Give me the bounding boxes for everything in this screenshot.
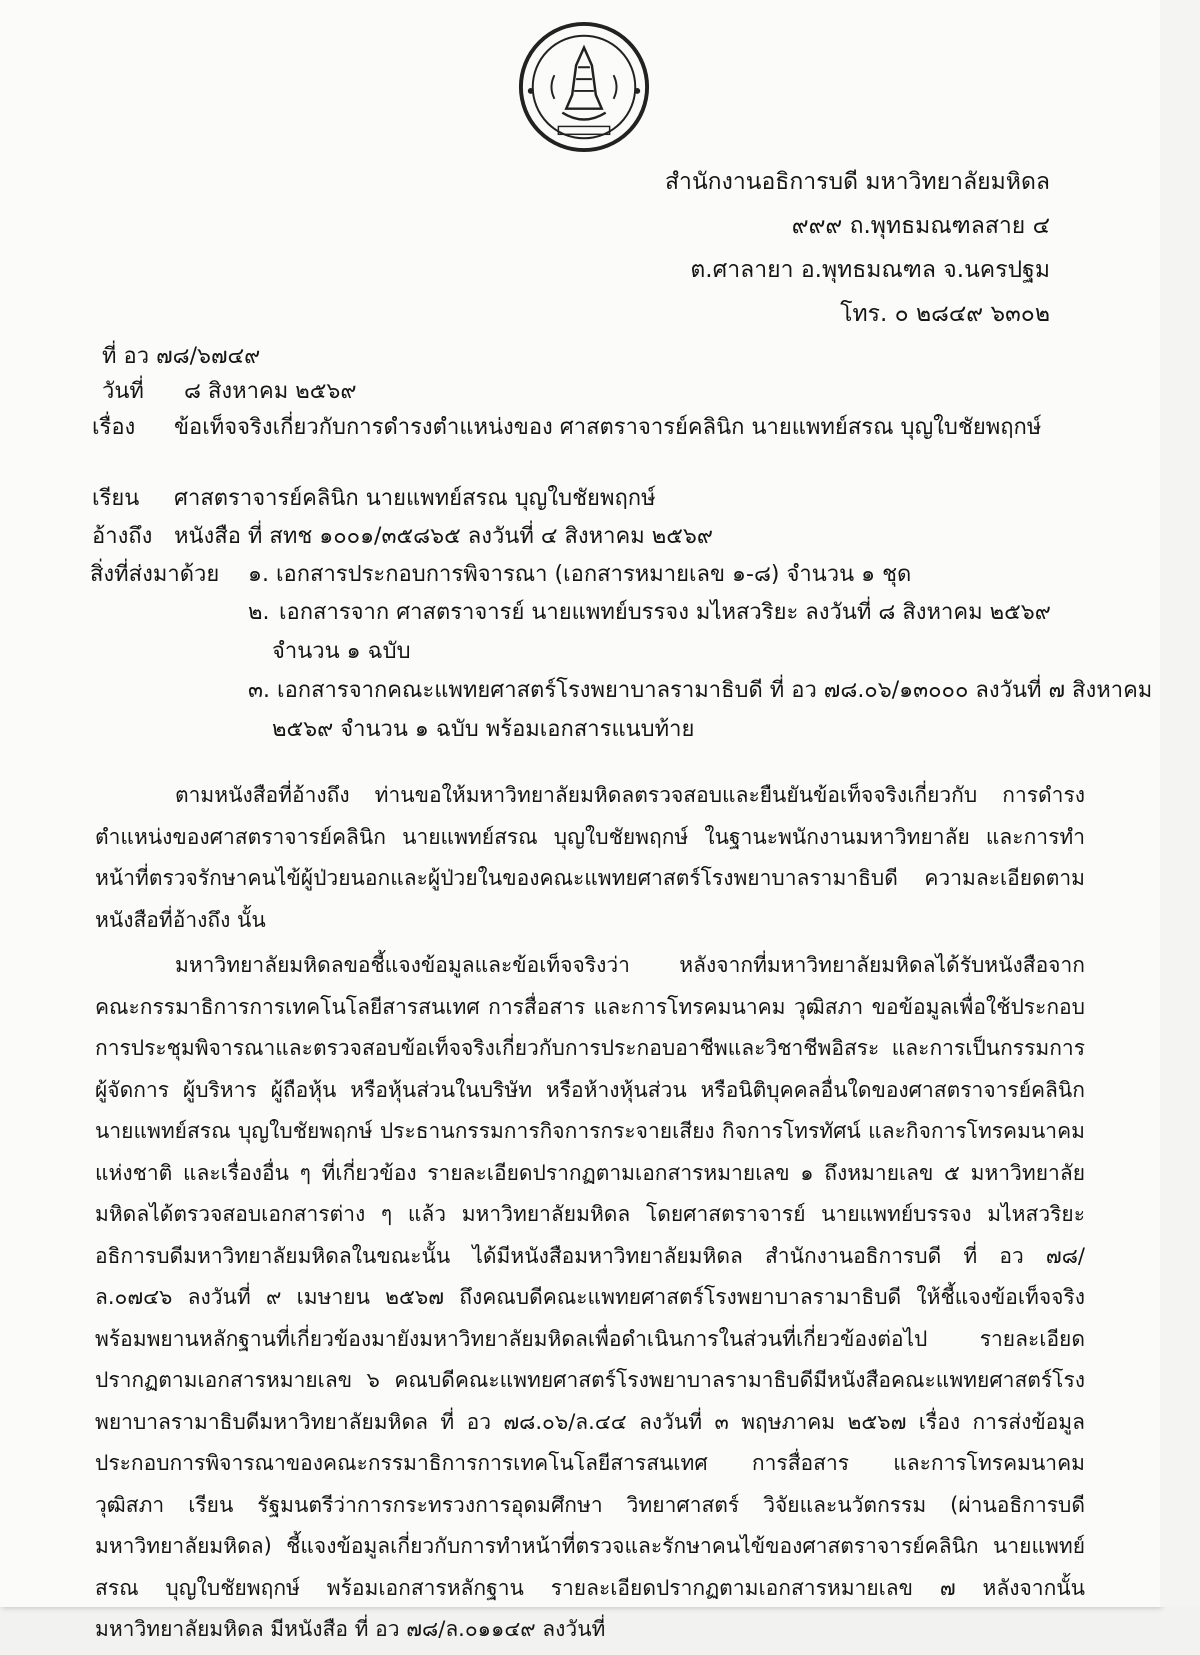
body-paragraph: ตามหนังสือที่อ้างถึง ท่านขอให้มหาวิทยาลัยมหิดลตรวจสอบและยืนยันข้อเท็จจริงเกี่ยวกับ การดำรงตำแหน่งของศาสตราจารย์คลินิก นายแพทย์สรณ บุญใบชัยพฤกษ์ ในฐานะพนักงานมหาวิทยาลัย และการทำหน้าที่ตรวจรักษาคนไข้ผู้ป่วยนอกและผู้ป่วยในของคณะแพทยศาสตร์โรงพยาบาลรามาธิบดี ความละเอียดตามหนังสือที่อ้างถึง นั้น [95, 783, 1085, 932]
enclosure-item [80, 594, 1080, 632]
enclosure-item [80, 672, 1153, 710]
body-paragraph: มหาวิทยาลัยมหิดลขอชี้แจงข้อมูลและข้อเท็จจริงว่า หลังจากที่มหาวิทยาลัยมหิดลได้รับหนังสือจากคณะกรรมาธิการการเทคโนโลยีสารสนเทศ การสื่อสาร และการโทรคมนาคม วุฒิสภา ขอข้อมูลเพื่อใช้ประกอบการประชุมพิจารณาและตรวจสอบข้อเท็จจริงเกี่ยวกับการประกอบอาชีพและวิชาชีพอิสระ และการเป็นกรรมการ ผู้จัดการ ผู้บริหาร ผู้ถือหุ้น หรือหุ้นส่วนในบริษัท หรือห้างหุ้นส่วน หรือนิติบุคคลอื่นใดของศาสตราจารย์คลินิก นายแพทย์สรณ บุญใบชัยพฤกษ์ ประธานกรรมการกิจการกระจายเสียง กิจการโทรทัศน์ และกิจการโทรคมนาคมแห่งชาติ และเรื่องอื่น ๆ ที่เกี่ยวข้อง รายละเอียดปรากฏตามเอกสารหมายเลข ๑ ถึงหมายเลข ๕ มหาวิทยาลัยมหิดลได้ตรวจสอบเอกสารต่าง ๆ แล้ว มหาวิทยาลัยมหิดล โดยศาสตราจารย์ นายแพทย์บรรจง มไหสวริยะ อธิการบดีมหาวิทยาลัยมหิดลในขณะนั้น ได้มีหนังสือมหาวิทยาลัยมหิดล สำนักงานอธิการบดี ที่ อว ๗๘/ล.๐๗๔๖ ลงวันที่ ๙ เมษายน ๒๕๖๗ ถึงคณบดีคณะแพทยศาสตร์โรงพยาบาลรามาธิบดี ให้ชี้แจงข้อเท็จจริงพร้อมพยานหลักฐานที่เกี่ยวข้องมายังมหาวิทยาลัยมหิดลเพื่อดำเนินการในส่วนที่เกี่ยวข้องต่อไป รายละเอียดปรากฏตามเอกสารหมายเลข ๖ คณบดีคณะแพทยศาสตร์โรงพยาบาลรามาธิบดีมีหนังสือคณะแพทยศาสตร์โรงพยาบาลรามาธิบดีมหาวิทยาลัยมหิดล ที่ อว ๗๘.๐๖/ล.๔๔ ลงวันที่ ๓ พฤษภาคม ๒๕๖๗ เรื่อง การส่งข้อมูลประกอบการพิจารณาของคณะกรรมาธิการการเทคโนโลยีสารสนเทศ การสื่อสาร และการโทรคมนาคม วุฒิสภา เรียน รัฐมนตรีว่าการกระทรวงการอุดมศึกษา วิทยาศาสตร์ วิจัยและนวัตกรรม (ผ่านอธิการบดีมหาวิทยาลัยมหิดล) ชี้แจงข้อมูลเกี่ยวกับการทำหน้าที่ตรวจและรักษาคนไข้ของศาสตราจารย์คลินิก นายแพทย์สรณ บุญใบชัยพฤกษ์ พร้อมเอกสารหลักฐาน รายละเอียดปรากฏตามเอกสารหมายเลข ๗ หลังจากนั้น มหาวิทยาลัยมหิดล มีหนังสือ ที่ อว ๗๘/ล.๐๑๑๔๙ ลงวันที่ [95, 953, 1085, 1641]
sender-address [665, 160, 1050, 336]
sender-phone: โทร. ๐ ๒๘๔๙ ๖๓๐๒ [840, 301, 1050, 327]
addressee: ศาสตราจารย์คลินิก นายแพทย์สรณ บุญใบชัยพฤกษ์ [174, 486, 656, 511]
enclosure-number: ๓. [248, 678, 271, 703]
enclosure-number: ๒. [248, 600, 270, 625]
sender-street: ๙๙๙ ถ.พุทธมณฑลสาย ๔ [791, 213, 1050, 239]
reference-label: ที่ [102, 344, 117, 369]
university-seal-logo [515, 18, 653, 156]
date-label: วันที่ [102, 379, 144, 404]
enclosures-row [80, 556, 1080, 594]
addressee-label: เรียน [92, 486, 140, 511]
reference-number: อว ๗๘/๖๗๔๙ [123, 344, 261, 369]
letter-date: ๘ สิงหาคม ๒๕๖๙ [184, 379, 357, 404]
letter-subject: ข้อเท็จจริงเกี่ยวกับการดำรงตำแหน่งของ ศาสตราจารย์คลินิก นายแพทย์สรณ บุญใบชัยพฤกษ์ [174, 415, 1042, 440]
enclosure-text: เอกสารประกอบการพิจารณา (เอกสารหมายเลข ๑-๘) จำนวน ๑ ชุด [275, 562, 912, 587]
letter-body [95, 775, 1085, 1655]
enclosure-text: เอกสารจากคณะแพทยศาสตร์โรงพยาบาลรามาธิบดี ที่ อว ๗๘.๐๖/๑๓๐๐๐ ลงวันที่ ๗ สิงหาคม [277, 678, 1153, 703]
enclosures-label: สิ่งที่ส่งมาด้วย [90, 562, 220, 587]
enclosure-text-continued: ๒๕๖๙ จำนวน ๑ ฉบับ พร้อมเอกสารแนบท้าย [272, 717, 695, 742]
enclosure-number: ๑. [248, 562, 269, 587]
sender-office: สำนักงานอธิการบดี มหาวิทยาลัยมหิดล [665, 169, 1050, 195]
sender-district: ต.ศาลายา อ.พุทธมณฑล จ.นครปฐม [690, 257, 1050, 283]
enclosure-text-continued: จำนวน ๑ ฉบับ [272, 639, 411, 664]
reference-to: หนังสือ ที่ สทช ๑๐๐๑/๓๕๘๖๕ ลงวันที่ ๔ สิงหาคม ๒๕๖๙ [174, 524, 713, 549]
subject-row [80, 410, 1080, 480]
addressee-row [80, 480, 1080, 518]
page-edge [1160, 0, 1200, 1607]
subject-label: เรื่อง [92, 415, 136, 440]
reference-to-row [80, 518, 1080, 556]
reference-to-label: อ้างถึง [92, 524, 153, 549]
enclosure-text: เอกสารจาก ศาสตราจารย์ นายแพทย์บรรจง มไหสวริยะ ลงวันที่ ๘ สิงหาคม ๒๕๖๙ [279, 600, 1051, 625]
reference-number-row [80, 340, 1080, 374]
letter-header [80, 340, 1153, 750]
date-row [80, 374, 1080, 410]
